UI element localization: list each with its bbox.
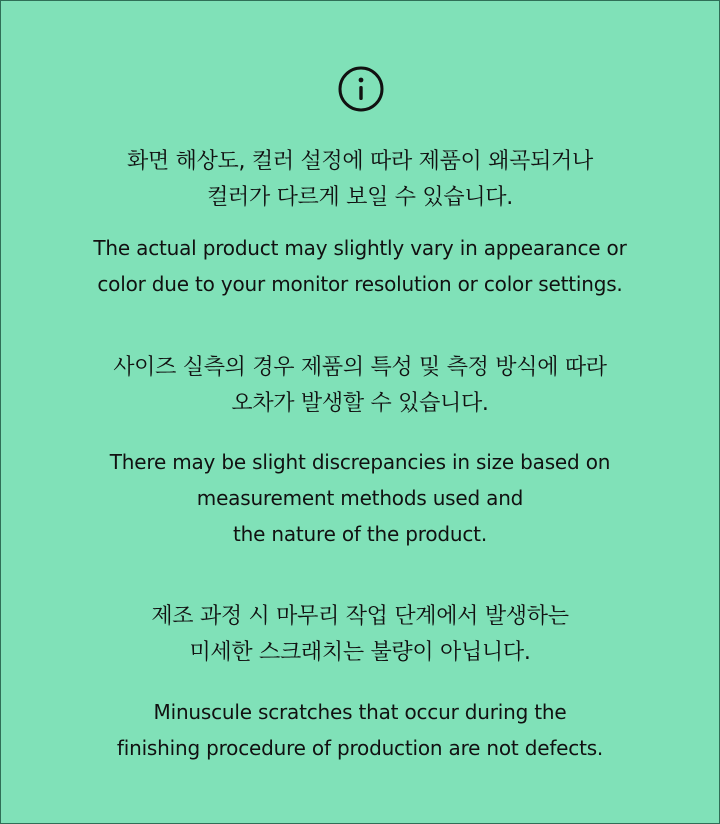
notice-section-2-english-line: measurement methods used and (196, 486, 524, 510)
notice-section-1-english-line: The actual product may slightly vary in appearance or (93, 236, 627, 260)
notice-section-3-korean (1, 599, 719, 671)
notice-section-3-korean-line: 미세한 스크래치는 불량이 아닙니다. (189, 640, 531, 665)
notice-section-1-korean-line: 컬러가 다르게 보일 수 있습니다. (207, 185, 513, 210)
notice-section-3-korean-line: 제조 과정 시 마무리 작업 단계에서 발생하는 (151, 604, 569, 629)
notice-section-3-english-line: Minuscule scratches that occur during the (153, 700, 567, 724)
notice-section-3-english (1, 694, 719, 766)
notice-section-2-korean (1, 350, 719, 422)
notice-section-1-korean (1, 144, 719, 216)
notice-section-3-english-line: finishing procedure of production are not defects. (116, 736, 604, 760)
notice-section-1-english-line: color due to your monitor resolution or color settings. (97, 272, 623, 296)
notice-section-2-korean-line: 오차가 발생할 수 있습니다. (231, 391, 489, 416)
notice-section-1-english (1, 230, 719, 302)
notice-section-2-english-line: the nature of the product. (233, 522, 487, 546)
notice-section-1-korean-line: 화면 해상도, 컬러 설정에 따라 제품이 왜곡되거나 (127, 149, 593, 174)
notice-section-2-english-line: There may be slight discrepancies in size based on (109, 450, 611, 474)
notice-section-2-korean-line: 사이즈 실측의 경우 제품의 특성 및 측정 방식에 따라 (113, 355, 607, 380)
notice-section-2-english (1, 444, 719, 552)
info-circle-icon (337, 65, 385, 113)
